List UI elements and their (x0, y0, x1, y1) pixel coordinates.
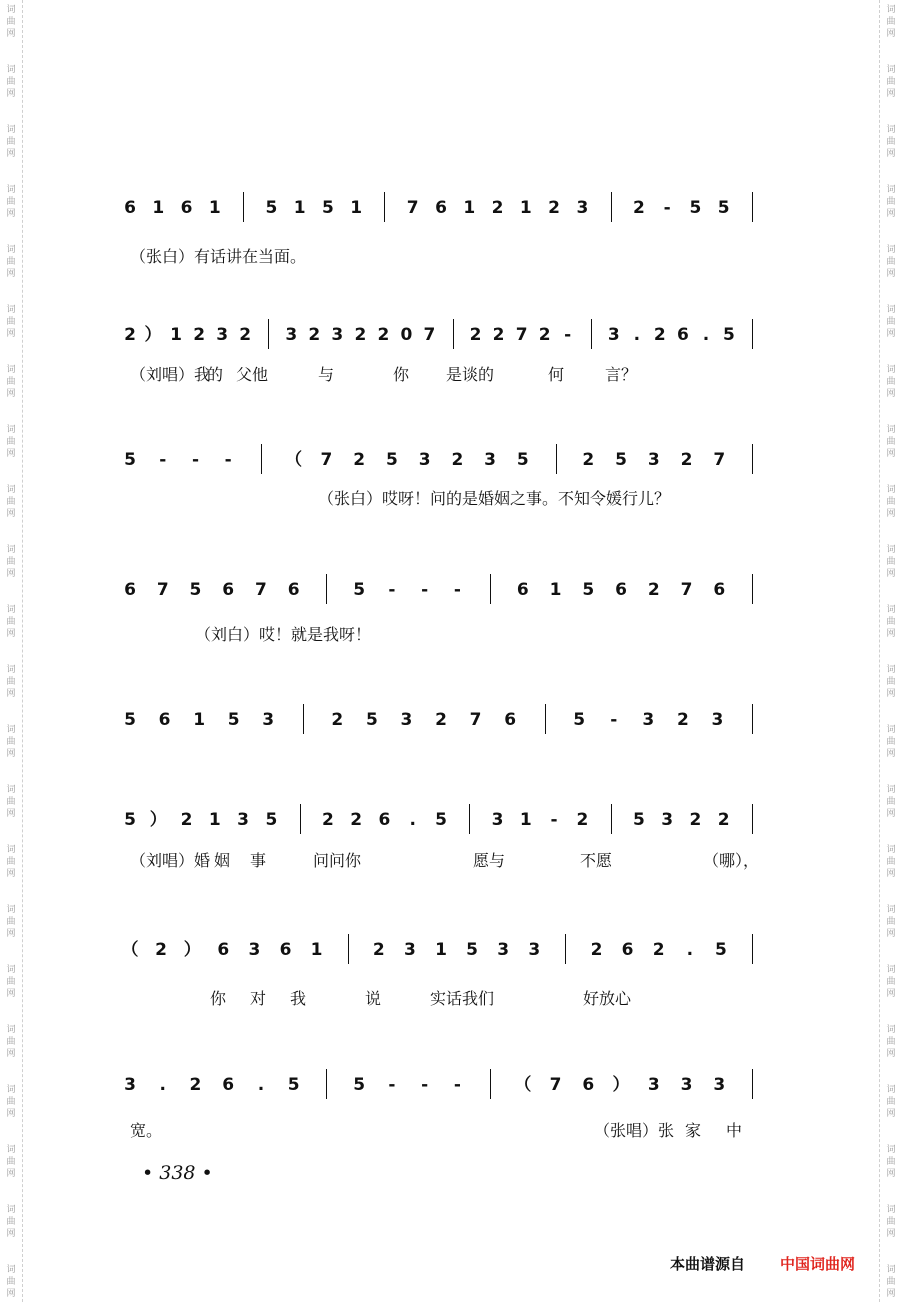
score-row (0, 198, 902, 238)
note: 2 (435, 710, 447, 730)
note: 5 (321, 198, 334, 218)
lyric-text: 何 (548, 365, 565, 384)
note: 3 (661, 810, 674, 830)
watermark-stack: 词 曲 网 (886, 1205, 896, 1239)
watermark-stack: 词 曲 网 (886, 185, 896, 219)
note: 1 (463, 198, 476, 218)
bar-line (303, 704, 304, 734)
note: 5 (435, 810, 447, 830)
note: 3 (418, 450, 431, 470)
note: 5 (385, 450, 398, 470)
note: ） (183, 940, 201, 960)
watermark-stack: 词 曲 网 (6, 1025, 16, 1059)
watermark-stack: 词 曲 网 (886, 1265, 896, 1299)
lyric-text: 对 (250, 989, 267, 1008)
note: 6 (676, 325, 689, 345)
lyric-text: 实话我们 (430, 989, 495, 1008)
source-site-link[interactable]: 中国词曲网 (780, 1255, 856, 1273)
note: 6 (158, 710, 171, 730)
note: - (388, 580, 396, 600)
lyric-text: （刘唱）婚 (130, 851, 211, 870)
note: 5 (287, 1075, 300, 1095)
score-row (0, 940, 902, 980)
note: - (191, 450, 199, 470)
note: 7 (406, 198, 419, 218)
note: 3 (711, 710, 724, 730)
note: 1 (170, 325, 182, 345)
note: 2 (239, 325, 252, 345)
note: 3 (647, 450, 660, 470)
note: 3 (647, 1075, 660, 1095)
note: 5 (714, 940, 727, 960)
note: - (564, 325, 572, 345)
note: 3 (576, 198, 589, 218)
page-number: • 338 • (142, 1162, 213, 1184)
note: 5 (353, 580, 366, 600)
lyric-text: 是谈的 (446, 365, 495, 384)
note: 6 (378, 810, 391, 830)
watermark-stack: 词 曲 网 (6, 845, 16, 879)
bar-line (611, 804, 612, 834)
score-row (0, 1075, 902, 1115)
lyric-text: （刘白）哎！就是我呀！ (195, 625, 372, 644)
note: 3 (528, 940, 541, 960)
note: 3 (491, 810, 504, 830)
watermark-stack: 词 曲 网 (6, 665, 16, 699)
watermark-stack: 词 曲 网 (6, 725, 16, 759)
note: 6 (180, 198, 193, 218)
note: 1 (549, 580, 562, 600)
note: - (610, 710, 618, 730)
note: 3 (680, 1075, 693, 1095)
bar-line (326, 1069, 327, 1099)
note: 2 (377, 325, 390, 345)
note: 2 (331, 710, 344, 730)
note: 2 (582, 450, 595, 470)
note: 2 (680, 450, 693, 470)
lyric-text: （张唱）张 (594, 1121, 675, 1140)
lyric-text: 中 (726, 1121, 743, 1140)
lyric-row (0, 848, 902, 872)
watermark-stack: 词 曲 网 (886, 1145, 896, 1179)
note: 7 (515, 325, 528, 345)
note: 5 (689, 198, 702, 218)
note: 2 (590, 940, 603, 960)
note: （ (285, 450, 303, 470)
note: - (421, 1075, 429, 1095)
lyric-text: 说 (365, 989, 382, 1008)
note: 5 (717, 198, 730, 218)
lyric-text: （张白）哎呀！问的是婚姻之事。不知令媛行儿？ (318, 489, 671, 508)
note: 5 (124, 810, 136, 830)
note: 2 (354, 325, 367, 345)
watermark-stack: 词 曲 网 (886, 845, 896, 879)
note: 5 (265, 198, 278, 218)
note: 7 (469, 710, 482, 730)
bar-line (752, 319, 753, 349)
note: 2 (321, 810, 334, 830)
note: 3 (484, 450, 497, 470)
note: 2 (372, 940, 385, 960)
note: 7 (423, 325, 436, 345)
note: 6 (504, 710, 517, 730)
note: 1 (152, 198, 165, 218)
note: 6 (713, 580, 726, 600)
lyric-text: 我 (290, 989, 307, 1008)
lyric-text: （张白）有话讲在当面。 (130, 247, 307, 266)
note: 1 (208, 810, 221, 830)
note: . (633, 325, 641, 345)
watermark-stack: 词 曲 网 (886, 965, 896, 999)
note: 6 (124, 198, 136, 218)
lyric-row (0, 622, 902, 646)
note: - (159, 450, 167, 470)
note: - (453, 1075, 461, 1095)
note: 3 (713, 1075, 726, 1095)
note: 5 (265, 810, 278, 830)
bar-line (752, 574, 753, 604)
note: 2 (308, 325, 321, 345)
lyric-text: 不愿 (580, 851, 613, 870)
bar-line (752, 1069, 753, 1099)
bar-line (384, 192, 385, 222)
note: - (421, 580, 429, 600)
lyric-text: 好放心 (583, 989, 632, 1008)
bar-line (591, 319, 592, 349)
note: 2 (676, 710, 689, 730)
note: 3 (216, 325, 229, 345)
note: 2 (548, 198, 560, 218)
note: 6 (124, 580, 136, 600)
note: 6 (621, 940, 634, 960)
watermark-stack: 词 曲 网 (886, 425, 896, 459)
note: 3 (607, 325, 620, 345)
note: . (159, 1075, 166, 1095)
lyric-row (0, 1118, 902, 1142)
note: 1 (208, 198, 221, 218)
watermark-stack: 词 曲 网 (6, 605, 16, 639)
note: 2 (124, 325, 136, 345)
watermark-stack: 词 曲 网 (6, 125, 16, 159)
score-row (0, 450, 902, 490)
note: 7 (156, 580, 169, 600)
note: 7 (255, 580, 267, 600)
note: 7 (680, 580, 693, 600)
note: 3 (237, 810, 249, 830)
note: 5 (516, 450, 529, 470)
note: 2 (193, 325, 206, 345)
note: . (686, 940, 694, 960)
score-row (0, 710, 902, 750)
watermark-stack: 词 曲 网 (886, 305, 896, 339)
note: ） (612, 1075, 630, 1095)
note: 3 (497, 940, 510, 960)
note: 7 (320, 450, 333, 470)
note: 3 (403, 940, 416, 960)
lyric-row (0, 244, 902, 268)
note: ） (144, 325, 162, 345)
note: ） (149, 810, 167, 830)
bar-line (243, 192, 244, 222)
note: 2 (632, 198, 645, 218)
note: 1 (310, 940, 323, 960)
watermark-stack: 词 曲 网 (886, 725, 896, 759)
lyric-text: 家 (685, 1121, 702, 1140)
note: 2 (492, 325, 505, 345)
note: 3 (331, 325, 344, 345)
note: 5 (227, 710, 240, 730)
bar-line (752, 804, 753, 834)
note: 5 (124, 710, 136, 730)
note: 1 (435, 940, 447, 960)
lyric-text: 你 (210, 989, 227, 1008)
note: 5 (573, 710, 586, 730)
note: 0 (400, 325, 413, 345)
note: 5 (632, 810, 645, 830)
bar-line (490, 574, 491, 604)
note: 2 (451, 450, 464, 470)
watermark-stack: 词 曲 网 (6, 1085, 16, 1119)
score-row (0, 810, 902, 850)
watermark-stack: 词 曲 网 (886, 1025, 896, 1059)
watermark-stack: 词 曲 网 (886, 365, 896, 399)
score-row (0, 580, 902, 620)
note: 2 (469, 325, 482, 345)
note: 2 (576, 810, 589, 830)
note: 2 (717, 810, 730, 830)
note: 2 (538, 325, 551, 345)
watermark-stack: 词 曲 网 (886, 65, 896, 99)
watermark-stack: 词 曲 网 (6, 905, 16, 939)
lyric-text: 父他 (236, 365, 269, 384)
bar-line (300, 804, 301, 834)
lyric-text: （刘唱）我 (130, 365, 211, 384)
lyric-text: 宽。 (130, 1121, 163, 1140)
lyric-row (0, 486, 902, 510)
bar-line (752, 934, 753, 964)
note: 5 (189, 580, 202, 600)
note: 6 (222, 580, 235, 600)
watermark-stack: 词 曲 网 (6, 965, 16, 999)
note: 1 (519, 198, 532, 218)
watermark-stack: 词 曲 网 (886, 905, 896, 939)
note: 5 (365, 710, 378, 730)
score-row (0, 325, 902, 365)
bar-line (490, 1069, 491, 1099)
note: 6 (615, 580, 627, 600)
watermark-stack: 词 曲 网 (6, 785, 16, 819)
note: 5 (353, 1075, 366, 1095)
watermark-stack: 词 曲 网 (6, 485, 16, 519)
watermark-stack: 词 曲 网 (886, 5, 896, 39)
note: 3 (400, 710, 413, 730)
watermark-stack: 词 曲 网 (886, 605, 896, 639)
note: 6 (287, 580, 300, 600)
watermark-stack: 词 曲 网 (886, 1085, 896, 1119)
lyric-row (0, 362, 902, 386)
bar-line (453, 319, 454, 349)
lyric-text: 的 (207, 365, 224, 384)
bar-line (752, 704, 753, 734)
note: 6 (279, 940, 292, 960)
note: - (388, 1075, 396, 1095)
lyric-text: 与 (318, 365, 335, 384)
note: - (224, 450, 232, 470)
note: 2 (652, 940, 665, 960)
note: 7 (713, 450, 726, 470)
note: 3 (262, 710, 275, 730)
lyric-text: 言？ (605, 365, 638, 384)
note: 5 (582, 580, 595, 600)
watermark-stack: 词 曲 网 (6, 305, 16, 339)
watermark-stack: 词 曲 网 (886, 545, 896, 579)
bar-line (545, 704, 546, 734)
watermark-stack: 词 曲 网 (6, 185, 16, 219)
watermark-stack: 词 曲 网 (886, 485, 896, 519)
note: 3 (285, 325, 298, 345)
watermark-stack: 词 曲 网 (886, 245, 896, 279)
note: . (257, 1075, 265, 1095)
watermark-stack: 词 曲 网 (6, 1145, 16, 1179)
note: 3 (248, 940, 261, 960)
watermark-stack: 词 曲 网 (6, 1265, 16, 1299)
bar-line (326, 574, 327, 604)
lyric-text: 事 (250, 851, 267, 870)
note: 6 (435, 198, 447, 218)
bar-line (348, 934, 349, 964)
note: 5 (466, 940, 479, 960)
lyric-text: 愿与 (473, 851, 506, 870)
note: 2 (350, 810, 363, 830)
note: 1 (293, 198, 306, 218)
bar-line (752, 192, 753, 222)
note: . (409, 810, 416, 830)
lyric-text: 问问你 (313, 851, 362, 870)
note: 7 (549, 1075, 562, 1095)
note: 2 (653, 325, 666, 345)
note: 2 (353, 450, 366, 470)
note: - (550, 810, 558, 830)
note: 2 (689, 810, 702, 830)
note: 6 (516, 580, 529, 600)
note: 1 (350, 198, 363, 218)
note: 6 (582, 1075, 595, 1095)
note: 2 (180, 810, 193, 830)
bar-line (565, 934, 566, 964)
bar-line (752, 444, 753, 474)
note: 5 (723, 325, 735, 345)
note: 2 (189, 1075, 202, 1095)
watermark-stack: 词 曲 网 (6, 1205, 16, 1239)
note: 6 (222, 1075, 235, 1095)
note: 5 (615, 450, 627, 470)
bar-line (611, 192, 612, 222)
bar-line (261, 444, 262, 474)
note: 2 (647, 580, 660, 600)
watermark-stack: 词 曲 网 (6, 365, 16, 399)
bar-line (469, 804, 470, 834)
watermark-stack: 词 曲 网 (6, 545, 16, 579)
note: . (702, 325, 710, 345)
note: 5 (124, 450, 136, 470)
note: 6 (217, 940, 230, 960)
note: - (453, 580, 461, 600)
bar-line (268, 319, 269, 349)
lyric-text: （哪）， (703, 851, 760, 870)
note: （ (514, 1075, 532, 1095)
note: 2 (155, 940, 168, 960)
lyric-text: 姻 (214, 851, 231, 870)
watermark-stack: 词 曲 网 (6, 65, 16, 99)
note: （ (121, 940, 139, 960)
note: 2 (491, 198, 504, 218)
note: 3 (124, 1075, 136, 1095)
watermark-stack: 词 曲 网 (6, 5, 16, 39)
watermark-stack: 词 曲 网 (6, 245, 16, 279)
watermark-stack: 词 曲 网 (886, 665, 896, 699)
watermark-stack: 词 曲 网 (6, 425, 16, 459)
watermark-stack: 词 曲 网 (886, 785, 896, 819)
note: - (663, 198, 671, 218)
lyric-row (0, 986, 902, 1010)
watermark-stack: 词 曲 网 (886, 125, 896, 159)
lyric-text: 你 (393, 365, 410, 384)
source-label: 本曲谱源自 (670, 1255, 746, 1273)
bar-line (556, 444, 557, 474)
note: 1 (519, 810, 532, 830)
note: 3 (642, 710, 655, 730)
note: 1 (193, 710, 206, 730)
